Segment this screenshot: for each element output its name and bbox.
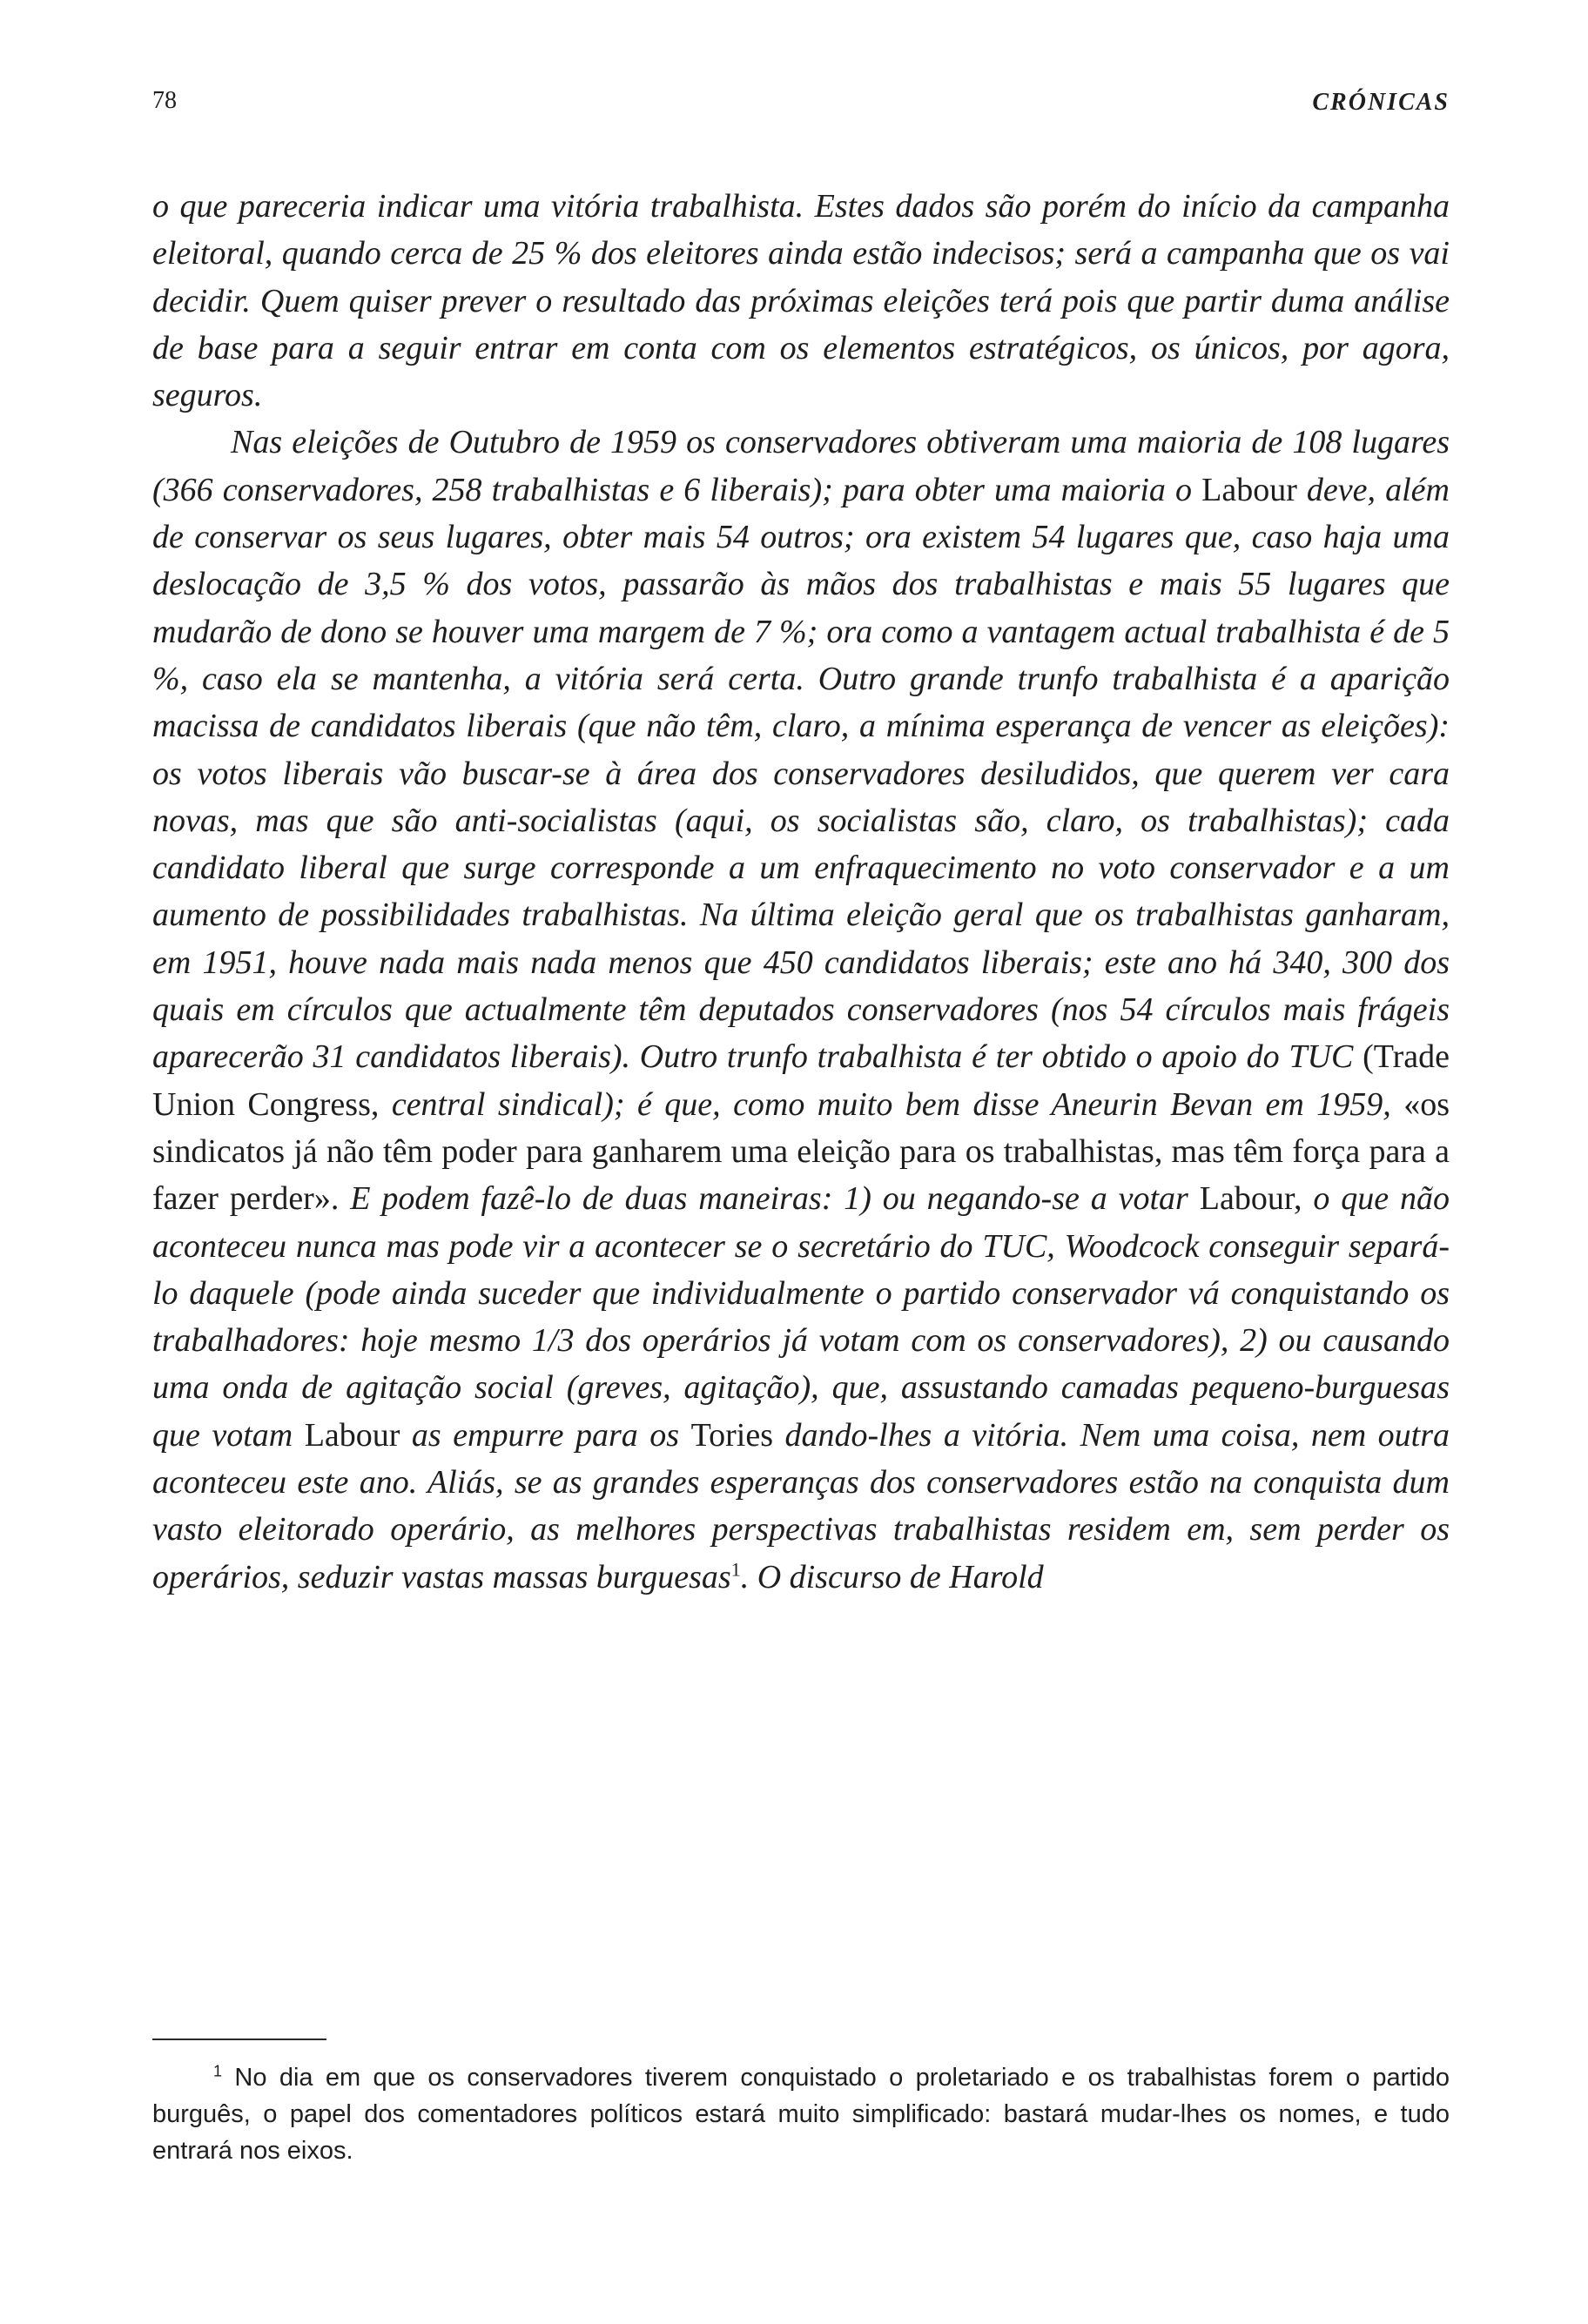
paragraph (152, 419, 1450, 1600)
footnote-reference: 1 (730, 1557, 741, 1580)
text-segment: Labour (1201, 471, 1297, 508)
text-segment: Labour (304, 1416, 400, 1454)
text-segment: E podem fazê-lo de duas maneiras: 1) ou negando-se a votar (339, 1180, 1200, 1218)
text-segment: (Trade Union Congress, (152, 1038, 1450, 1123)
footnote-marker: 1 (213, 2062, 223, 2080)
text-segment: «os sindicatos já não têm poder para ganharem uma eleição para os trabalhistas, mas têm força para a fazer perder». (152, 1085, 1450, 1218)
text-segment: o que pareceria indicar uma vitória trabalhista. Estes dados são porém do início da campanha eleitoral, quando cerca de 25 % dos eleitores ainda estão indecisos; será a campanha que os vai decidir. Quem quiser prever o resultado das próximas eleições terá pois que partir duma análise de base para a seguir entrar em conta com os elementos estratégicos, os únicos, por agora, seguros. (152, 188, 1450, 414)
page-header (152, 87, 1450, 139)
text-segment: dando-lhes a vitória. Nem uma coisa, nem outra aconteceu este ano. Aliás, se as grandes esperanças dos conservadores estão na conquista dum vasto eleitorado operário, as melhores perspectivas trabalhistas residem em, sem perder os operários, seduzir vastas massas burguesas (152, 1416, 1450, 1595)
text-segment: . O discurso de Harold (740, 1558, 1044, 1595)
footnote-divider (152, 2039, 326, 2040)
text-segment: Labour, (1199, 1180, 1302, 1218)
footnote-text: No dia em que os conservadores tiverem conquistado o proletariado e os trabalhistas forem o partido burguês, o papel dos comentadores políticos estará muito simplificado: bastará mudar-lhes os nomes, e tudo entrará nos eixos. (152, 2064, 1450, 2165)
text-segment: central sindical); é que, como muito bem disse Aneurin Bevan em 1959, (379, 1085, 1404, 1123)
text-segment: o que não aconteceu nunca mas pode vir a acontecer se o secretário do TUC, Woodcock conseguir separá-lo daquele (pode ainda suceder que individualmente o partido conservador vá conquistando os trabalhadores: hoje mesmo 1/3 dos operários já votam com os conservadores), 2) ou causando uma onda de agitação social (greves, agitação), que, assustando camadas pequeno-burguesas que votam (152, 1180, 1450, 1454)
body-text (152, 183, 1450, 1601)
footnote (152, 2059, 1450, 2169)
paragraph (152, 183, 1450, 419)
text-segment: as empurre para os (400, 1416, 691, 1454)
text-segment: deve, além de conservar os seus lugares, obter mais 54 outros; ora existem 54 lugares que, caso haja uma deslocação de 3,5 % dos votos, passarão às mãos dos trabalhistas e mais 55 lugares que mudarão de dono se houver uma margem de 7 %; ora como a vantagem actual trabalhista é de 5 %, caso ela se mantenha, a vitória será certa. Outro grande trunfo trabalhista é a aparição macissa de candidatos liberais (que não têm, claro, a mínima esperança de vencer as eleições): os votos liberais vão buscar-se à área dos conservadores desiludidos, que querem ver cara novas, mas que são anti-socialistas (aqui, os socialistas são, claro, os trabalhistas); cada candidato liberal que surge corresponde a um enfraquecimento no voto conservador e a um aumento de possibilidades trabalhistas. Na última eleição geral que os trabalhistas ganharam, em 1951, houve nada mais nada menos que 450 candidatos liberais; este ano há 340, 300 dos quais em círculos que actualmente têm deputados conservadores (nos 54 círculos mais frágeis aparecerão 31 candidatos liberais). Outro trunfo trabalhista é ter obtido o apoio do TUC (152, 471, 1450, 1076)
text-segment: Nas eleições de Outubro de 1959 os conservadores obtiveram uma maioria de 108 lugares (366 conservadores, 258 trabalhistas e 6 liberais); para obter uma maioria o (152, 424, 1450, 508)
text-segment: Tories (690, 1416, 773, 1454)
page-number: 78 (152, 87, 177, 114)
running-head: CRÓNICAS (1312, 89, 1450, 116)
